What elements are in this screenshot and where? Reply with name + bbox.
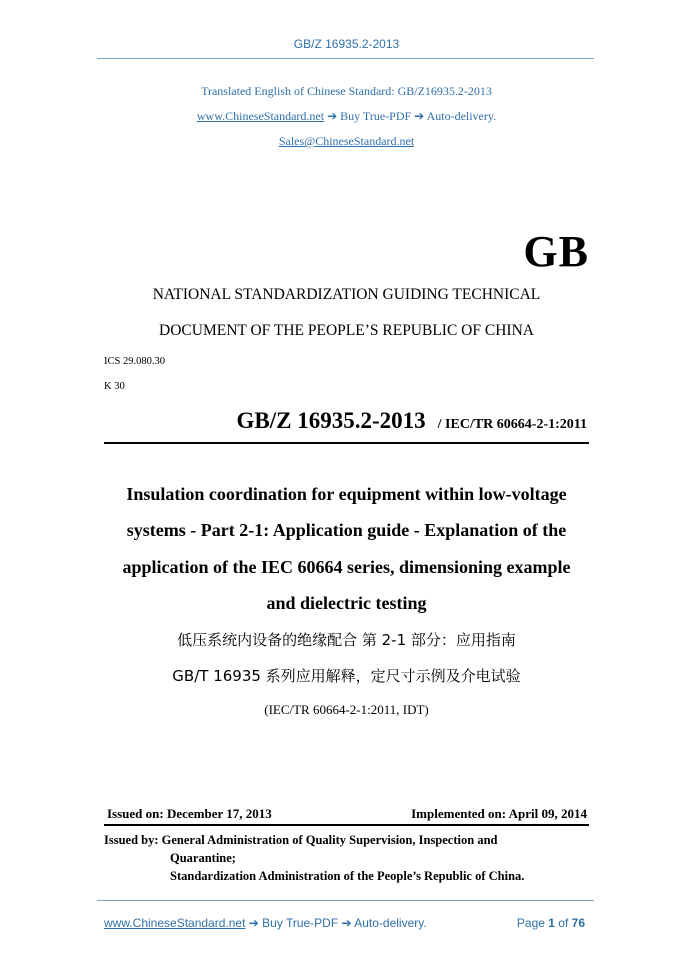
doc-type-line1: NATIONAL STANDARDIZATION GUIDING TECHNICAL [152,286,541,303]
email-link[interactable]: Sales@ChineseStandard.net [278,134,415,148]
page-of: of [554,916,572,930]
issued-by-line2: Quarantine; [170,851,236,865]
dates-divider [104,824,589,826]
footer [104,916,585,930]
footer-buy-note: ➔ Buy True-PDF ➔ Auto-delivery. [245,916,427,930]
title-en-line1: Insulation coordination for equipment within low-voltage [126,484,567,504]
title-en-line2: systems - Part 2-1: Application guide - Explanation of the [126,520,567,540]
gb-logo: GB [523,227,589,276]
issued-date: Issued on: December 17, 2013 [107,806,272,821]
footer-divider [97,900,594,901]
header-divider [97,58,594,59]
doc-type-line2: DOCUMENT OF THE PEOPLE’S REPUBLIC OF CHINA [159,322,534,339]
page-indicator [517,916,585,930]
email-row [0,134,693,149]
translation-note: Translated English of Chinese Standard: GB/Z16935.2-2013 [201,84,492,98]
issued-by-line1: Issued by: General Administration of Quality Supervision, Inspection and [104,833,498,847]
title-en-line3: application of the IEC 60664 series, dimensioning example [122,557,571,577]
title-cn-line2: GB/T 16935 系列应用解释，定尺寸示例及介电试验 [172,667,521,685]
issued-by [104,831,584,885]
issued-by-line3: Standardization Administration of the People’s Republic of China. [170,869,525,883]
header-title: GB/Z 16935.2-2013 [293,37,400,51]
equivalent-standard: / IEC/TR 60664-2-1:2011 [437,417,587,432]
ics-code: ICS 29.080.30 [104,356,165,367]
buy-note: ➔ Buy True-PDF ➔ Auto-delivery. [324,109,497,123]
page-label: Page [516,916,549,930]
footer-site-link[interactable]: www.ChineseStandard.net [104,916,246,930]
footer-links [104,916,427,930]
idt-note: (IEC/TR 60664-2-1:2011, IDT) [264,702,429,717]
standard-number-row [237,408,587,434]
page-number: 1 [548,916,555,930]
standard-divider [104,442,589,444]
standard-number: GB/Z 16935.2-2013 [236,408,426,433]
page-total: 76 [571,916,585,930]
translation-links [0,109,693,124]
site-link[interactable]: www.ChineseStandard.net [196,109,325,123]
ccs-code: K 30 [104,381,125,392]
title-cn-line1: 低压系统内设备的绝缘配合 第 2-1 部分：应用指南 [177,631,516,649]
title-en-line4: and dielectric testing [266,593,427,613]
implemented-date: Implemented on: April 09, 2014 [411,806,587,821]
